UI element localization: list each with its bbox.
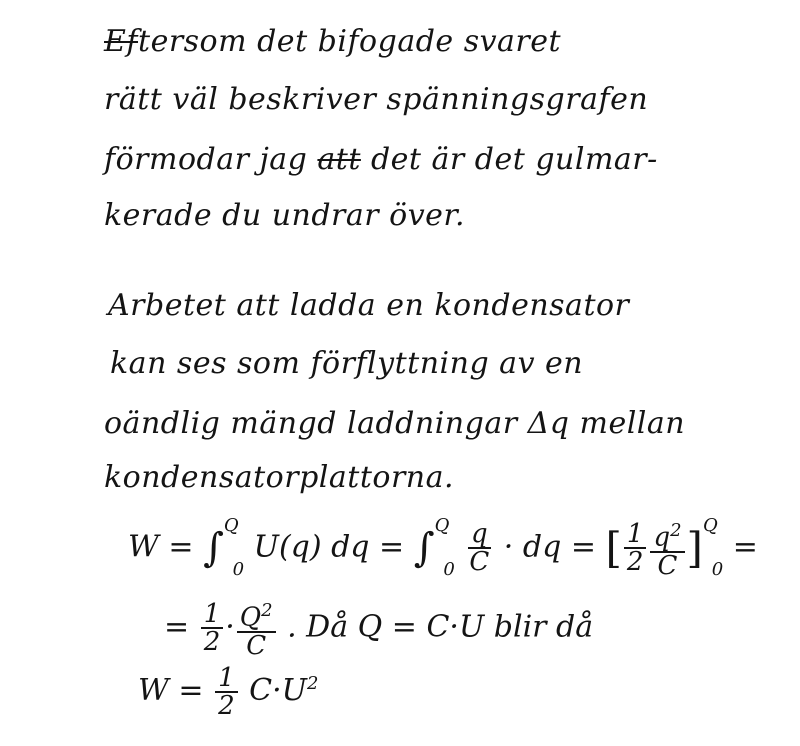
left-bracket: [ [605,523,622,573]
text-fragment: förmodar jag [104,142,318,177]
fraction-q2-over-c [650,518,684,579]
numerator-base: q [653,522,671,553]
multiplication-dot: · [225,609,235,645]
exponent: 2 [306,673,319,694]
fraction-numerator: q [468,521,491,549]
para1-line3 [104,142,658,178]
fraction-one-half [201,599,224,658]
eq1-int1-body: U(q) dq = [253,529,405,565]
fraction-denominator: 2 [203,627,221,658]
right-bracket: ] [686,523,703,573]
numerator-base: Q [239,602,262,633]
eq1-tail: = [732,529,758,565]
fraction-numerator: 1 [201,601,224,629]
para1-line4: kerade du undrar över. [104,198,466,233]
text-fragment: det är det gulmar- [360,142,658,177]
para2-line3: oändlig mängd laddningar Δq mellan [104,406,686,441]
fraction-numerator: 1 [624,521,647,549]
integral-lower-limit: 0 [232,559,245,581]
integral-lower-limit: 0 [443,559,455,581]
equation-work-integral [128,515,758,581]
integral-sign: ∫ [203,525,224,572]
equation-result-step [164,598,593,659]
fraction-denominator: 2 [218,691,235,721]
para2-line4: kondensatorplattorna. [104,460,455,495]
eq1-int2-tail: · dq = [503,529,596,565]
eq2-lead: = [164,609,190,645]
text-fragment: tersom det bifogade svaret [138,24,562,59]
fraction-q-over-c [466,519,492,578]
bracket-lower-limit: 0 [711,559,724,581]
struck-text: att [317,142,361,177]
exponent: 2 [261,600,273,621]
fraction-numerator: 1 [215,665,238,693]
eq2-text: . Då Q = C·U blir då [287,609,594,645]
para2-line2: kan ses som förflyttning av en [110,346,584,381]
integral-upper-limit: Q [434,515,450,537]
fraction-denominator: C [246,630,267,661]
para2-line1: Arbetet att ladda en kondensator [108,288,630,323]
fraction-denominator: C [657,550,678,581]
equation-final [138,664,318,719]
bracket-upper-limit: Q [702,515,718,537]
fraction-one-half [215,665,238,719]
fraction-denominator: 2 [626,547,644,578]
para1-line2: rätt väl beskriver spänningsgrafen [104,82,649,117]
struck-text: Ef [104,24,139,59]
eq1-lhs: W = [128,529,194,565]
fraction-numerator [650,518,684,553]
fraction-numerator [237,598,276,633]
fraction-q2-over-c [237,598,276,659]
para1-line1 [104,24,561,60]
integral-sign: ∫ [413,525,435,572]
fraction-one-half [624,519,647,578]
eq3-rhs: C·U [249,673,307,708]
exponent: 2 [670,520,682,541]
integral-upper-limit: Q [223,515,239,537]
fraction-denominator: C [469,547,490,578]
eq3-lhs: W = [138,673,204,708]
